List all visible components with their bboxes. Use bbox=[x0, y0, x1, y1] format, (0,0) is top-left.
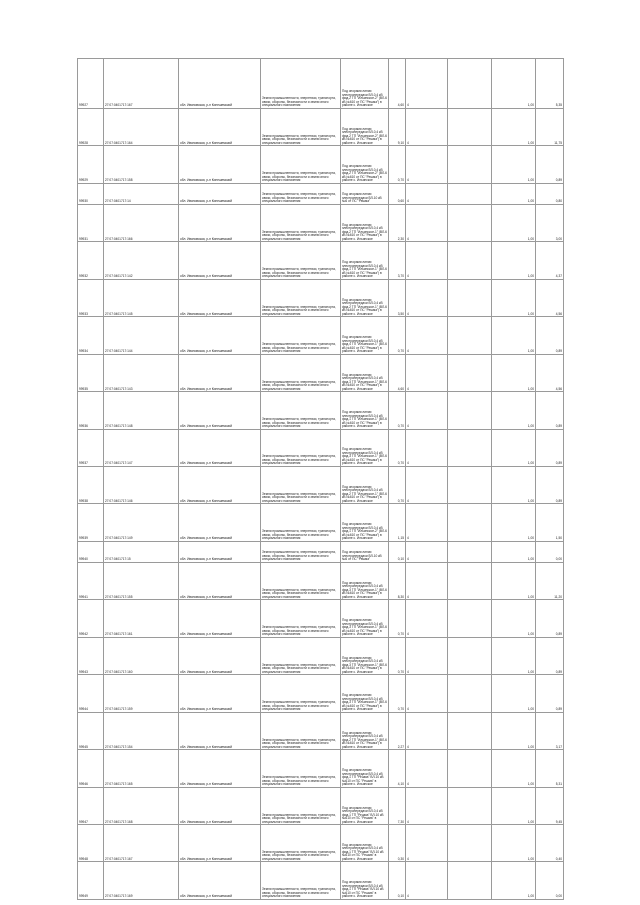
land-category-cell: Земли промышленности, энергетики, транспорта, связи, обороны, безопасности и земли иного специального назначения bbox=[261, 59, 341, 109]
row-id-cell: 99932 bbox=[78, 242, 104, 279]
sum-cell: 0,00 bbox=[536, 862, 564, 899]
rate-cell: 1,00 bbox=[492, 354, 536, 391]
coefficient-cell: 4 bbox=[406, 600, 448, 637]
land-category-cell: Земли промышленности, энергетики, транспорта, связи, обороны, безопасности и земли иного специального назначения bbox=[261, 183, 341, 204]
row-id-cell: 99943 bbox=[78, 637, 104, 674]
row-id-cell: 99936 bbox=[78, 392, 104, 429]
coefficient-cell: 4 bbox=[406, 675, 448, 712]
permitted-use-cell: Под опорами линии электропередачи ВЛ-0,4 кВ фид.1 ТП "Решма" ВЛ-10 кВ №610 от ПС "Решма" в районе с. Ильинское bbox=[341, 750, 389, 787]
row-id-cell: 99938 bbox=[78, 466, 104, 503]
rate-cell: 1,00 bbox=[492, 637, 536, 674]
sum-cell: 0,00 bbox=[536, 541, 564, 562]
permitted-use-cell: Под опорами линии электропередачи ВЛ-0,4 кВ фид.3 ТП "Ильинское-1" (ВЛ-6 кВ №610 от ПС "Решма") в районе с. Ильинское bbox=[341, 600, 389, 637]
address-cell: обл. Ивановская, р-н Кинешемский bbox=[179, 146, 261, 183]
empty-cell bbox=[448, 59, 492, 109]
rate-cell: 1,00 bbox=[492, 862, 536, 899]
land-category-cell: Земли промышленности, энергетики, транспорта, связи, обороны, безопасности и земли иного специального назначения bbox=[261, 541, 341, 562]
permitted-use-cell: Под опорами линии электропередачи ВЛ-0,4 кВ фид.2 ТП "Ильинское-1" (ВЛ-6 кВ №610 от ПС "Решма") в районе с. Ильинское bbox=[341, 712, 389, 749]
permitted-use-cell: Под опорами линии электропередачи ВЛ-0,4 кВ фид.2 ТП "Ильинское-1" (ВЛ-6 кВ №610 от ПС "Решма") в районе с. Ильинское bbox=[341, 466, 389, 503]
table-row bbox=[78, 712, 564, 749]
cadastral-number-cell: 27:07:0401717:143 bbox=[104, 354, 179, 391]
cadastral-number-cell: 27:07:0401717:165 bbox=[104, 750, 179, 787]
table-row bbox=[78, 279, 564, 316]
permitted-use-cell: Под опорами линии электропередачи ВЛ-0,4 кВ фид.1 ТП "Решма" ВЛ-10 кВ №610 от ПС "Решма" в районе с. Ильинское bbox=[341, 862, 389, 899]
table-row bbox=[78, 862, 564, 899]
sum-cell: 0,89 bbox=[536, 675, 564, 712]
address-cell: обл. Ивановская, р-н Кинешемский bbox=[179, 600, 261, 637]
permitted-use-cell: Под опорами линии электропередачи ВЛ-0,4 кВ фид.3 ТП "Ильинское-1" (ВЛ-6 кВ №610 от ПС "Решма") в районе с. Ильинское bbox=[341, 429, 389, 466]
row-id-cell: 99928 bbox=[78, 108, 104, 145]
area-cell: 8,30 bbox=[389, 562, 406, 599]
row-id-cell: 99929 bbox=[78, 146, 104, 183]
empty-cell bbox=[448, 637, 492, 674]
cadastral-number-cell: 27:07:0401717:148 bbox=[104, 392, 179, 429]
cadastral-number-cell: 27:07:0401717:164 bbox=[104, 108, 179, 145]
sum-cell: 0,40 bbox=[536, 825, 564, 862]
coefficient-cell: 4 bbox=[406, 317, 448, 354]
rate-cell: 1,00 bbox=[492, 183, 536, 204]
address-cell: обл. Ивановская, р-н Кинешемский bbox=[179, 392, 261, 429]
sum-cell: 0,89 bbox=[536, 392, 564, 429]
sum-cell: 0,89 bbox=[536, 466, 564, 503]
cadastral-number-cell: 27:07:0401717:15 bbox=[104, 541, 179, 562]
table-row bbox=[78, 562, 564, 599]
row-id-cell: 99931 bbox=[78, 204, 104, 241]
cadastral-number-cell: 27:07:0401717:14 bbox=[104, 183, 179, 204]
empty-cell bbox=[448, 183, 492, 204]
land-category-cell: Земли промышленности, энергетики, транспорта, связи, обороны, безопасности и земли иного специального назначения bbox=[261, 562, 341, 599]
area-cell: 4,60 bbox=[389, 59, 406, 109]
cadastral-number-cell: 27:07:0401717:160 bbox=[104, 637, 179, 674]
cadastral-number-cell: 27:07:0401717:167 bbox=[104, 59, 179, 109]
area-cell: 3,50 bbox=[389, 279, 406, 316]
table-body bbox=[78, 59, 564, 900]
area-cell: 0,70 bbox=[389, 392, 406, 429]
sum-cell: 3,17 bbox=[536, 712, 564, 749]
rate-cell: 1,00 bbox=[492, 504, 536, 541]
area-cell: 3,70 bbox=[389, 242, 406, 279]
rate-cell: 1,00 bbox=[492, 562, 536, 599]
row-id-cell: 99934 bbox=[78, 317, 104, 354]
table-row bbox=[78, 317, 564, 354]
cadastral-number-cell: 27:07:0401717:158 bbox=[104, 146, 179, 183]
land-category-cell: Земли промышленности, энергетики, транспорта, связи, обороны, безопасности и земли иного специального назначения bbox=[261, 392, 341, 429]
rate-cell: 1,00 bbox=[492, 600, 536, 637]
cadastral-number-cell: 27:07:0401717:155 bbox=[104, 562, 179, 599]
table-row bbox=[78, 787, 564, 824]
empty-cell bbox=[448, 108, 492, 145]
permitted-use-cell: Под опорами линии электропередачи ВЛ-0,4 кВ фид.2 ТП "Ильинское-2" (ВЛ-6 кВ №610 от ПС "Решма") в районе с. Ильинское bbox=[341, 108, 389, 145]
sum-cell: 9,45 bbox=[536, 787, 564, 824]
address-cell: обл. Ивановская, р-н Кинешемский bbox=[179, 429, 261, 466]
address-cell: обл. Ивановская, р-н Кинешемский bbox=[179, 204, 261, 241]
coefficient-cell: 4 bbox=[406, 541, 448, 562]
empty-cell bbox=[448, 675, 492, 712]
row-id-cell: 99939 bbox=[78, 504, 104, 541]
address-cell: обл. Ивановская, р-н Кинешемский bbox=[179, 466, 261, 503]
rate-cell: 1,00 bbox=[492, 541, 536, 562]
address-cell: обл. Ивановская, р-н Кинешемский bbox=[179, 787, 261, 824]
table-row bbox=[78, 466, 564, 503]
sum-cell: 0,80 bbox=[536, 183, 564, 204]
land-category-cell: Земли промышленности, энергетики, транспорта, связи, обороны, безопасности и земли иного специального назначения bbox=[261, 504, 341, 541]
sum-cell: 0,89 bbox=[536, 637, 564, 674]
empty-cell bbox=[448, 242, 492, 279]
empty-cell bbox=[448, 146, 492, 183]
empty-cell bbox=[448, 562, 492, 599]
rate-cell: 1,00 bbox=[492, 675, 536, 712]
cadastral-number-cell: 27:07:0401717:142 bbox=[104, 242, 179, 279]
cadastral-number-cell: 27:07:0401717:146 bbox=[104, 466, 179, 503]
permitted-use-cell: Под опорами линии электропередачи ВЛ-0,4 кВ фид.3 ТП "Ильинское-1" (ВЛ-6 кВ №610 от ПС "Решма") в районе с. Ильинское bbox=[341, 562, 389, 599]
sum-cell: 0,89 bbox=[536, 429, 564, 466]
address-cell: обл. Ивановская, р-н Кинешемский bbox=[179, 279, 261, 316]
permitted-use-cell: Под опорами линии электропередачи ВЛ-0,4 кВ фид.1 ТП "Решма" ВЛ-10 кВ №610 от ПС "Решма" в районе с. Ильинское bbox=[341, 825, 389, 862]
area-cell: 0,70 bbox=[389, 317, 406, 354]
coefficient-cell: 4 bbox=[406, 183, 448, 204]
coefficient-cell: 4 bbox=[406, 392, 448, 429]
permitted-use-cell: Под опорами линии электропередачи ВЛ-0,4 кВ фид.2 ТП "Ильинское-2" (ВЛ-6 кВ №610 от ПС "Решма") в районе с. Ильинское bbox=[341, 146, 389, 183]
area-cell: 0,70 bbox=[389, 466, 406, 503]
permitted-use-cell: Под опорами линии электропередачи ВЛ-0,4 кВ фид.2 ТП "Ильинское-1" (ВЛ-6 кВ №610 от ПС "Решма") в районе с. Ильинское bbox=[341, 279, 389, 316]
coefficient-cell: 4 bbox=[406, 146, 448, 183]
empty-cell bbox=[448, 862, 492, 899]
cadastral-number-cell: 27:07:0401717:166 bbox=[104, 204, 179, 241]
rate-cell: 1,00 bbox=[492, 108, 536, 145]
sum-cell: 5,35 bbox=[536, 59, 564, 109]
row-id-cell: 99927 bbox=[78, 59, 104, 109]
permitted-use-cell: Под опорами линии электропередачи ВЛ-10 кВ №6 от ПС "Решма" bbox=[341, 541, 389, 562]
table-row bbox=[78, 504, 564, 541]
row-id-cell: 99933 bbox=[78, 279, 104, 316]
coefficient-cell: 4 bbox=[406, 466, 448, 503]
coefficient-cell: 4 bbox=[406, 787, 448, 824]
rate-cell: 1,00 bbox=[492, 429, 536, 466]
permitted-use-cell: Под опорами линии электропередачи ВЛ-0,4 кВ фид.1 ТП "Ильинское-1" (ВЛ-6 кВ №610 от ПС "Решма") в районе с. Ильинское bbox=[341, 392, 389, 429]
coefficient-cell: 4 bbox=[406, 204, 448, 241]
cadastral-number-cell: 27:07:0401717:159 bbox=[104, 675, 179, 712]
table-row bbox=[78, 242, 564, 279]
address-cell: обл. Ивановская, р-н Кинешемский bbox=[179, 675, 261, 712]
address-cell: обл. Ивановская, р-н Кинешемский bbox=[179, 825, 261, 862]
land-category-cell: Земли промышленности, энергетики, транспорта, связи, обороны, безопасности и земли иного специального назначения bbox=[261, 787, 341, 824]
address-cell: обл. Ивановская, р-н Кинешемский bbox=[179, 862, 261, 899]
table-row bbox=[78, 392, 564, 429]
sum-cell: 1,50 bbox=[536, 504, 564, 541]
sum-cell: 0,89 bbox=[536, 317, 564, 354]
address-cell: обл. Ивановская, р-н Кинешемский bbox=[179, 712, 261, 749]
address-cell: обл. Ивановская, р-н Кинешемский bbox=[179, 541, 261, 562]
coefficient-cell: 4 bbox=[406, 504, 448, 541]
permitted-use-cell: Под опорами линии электропередачи ВЛ-0,4 кВ фид.3 ТП "Ильинское-1" (ВЛ-6 кВ №610 от ПС "Решма") в районе с. Ильинское bbox=[341, 354, 389, 391]
rate-cell: 1,00 bbox=[492, 712, 536, 749]
area-cell: 0,10 bbox=[389, 541, 406, 562]
land-category-cell: Земли промышленности, энергетики, транспорта, связи, обороны, безопасности и земли иного специального назначения bbox=[261, 637, 341, 674]
address-cell: обл. Ивановская, р-н Кинешемский bbox=[179, 750, 261, 787]
land-category-cell: Земли промышленности, энергетики, транспорта, связи, обороны, безопасности и земли иного специального назначения bbox=[261, 354, 341, 391]
area-cell: 0,30 bbox=[389, 825, 406, 862]
coefficient-cell: 4 bbox=[406, 637, 448, 674]
land-plots-table bbox=[77, 58, 564, 900]
cadastral-number-cell: 27:07:0401717:144 bbox=[104, 317, 179, 354]
land-category-cell: Земли промышленности, энергетики, транспорта, связи, обороны, безопасности и земли иного специального назначения bbox=[261, 862, 341, 899]
row-id-cell: 99948 bbox=[78, 825, 104, 862]
sum-cell: 0,89 bbox=[536, 146, 564, 183]
land-category-cell: Земли промышленности, энергетики, транспорта, связи, обороны, безопасности и земли иного специального назначения bbox=[261, 429, 341, 466]
permitted-use-cell: Под опорами линии электропередачи ВЛ-0,4 кВ фид.1 ТП "Ильинское-2" (ВЛ-6 кВ №610 от ПС "Решма") в районе с. Ильинское bbox=[341, 504, 389, 541]
table-row bbox=[78, 204, 564, 241]
row-id-cell: 99947 bbox=[78, 787, 104, 824]
area-cell: 2,27 bbox=[389, 712, 406, 749]
area-cell: 2,30 bbox=[389, 204, 406, 241]
permitted-use-cell: Под опорами линии электропередачи ВЛ-0,4 кВ фид.2 ТП "Ильинское-1" (ВЛ-6 кВ №610 от ПС "Решма") в районе с. Ильинское bbox=[341, 204, 389, 241]
coefficient-cell: 4 bbox=[406, 108, 448, 145]
area-cell: 1,15 bbox=[389, 504, 406, 541]
sum-cell: 5,31 bbox=[536, 750, 564, 787]
row-id-cell: 99930 bbox=[78, 183, 104, 204]
coefficient-cell: 4 bbox=[406, 712, 448, 749]
table-row bbox=[78, 675, 564, 712]
row-id-cell: 99942 bbox=[78, 600, 104, 637]
table-row bbox=[78, 183, 564, 204]
sum-cell: 3,00 bbox=[536, 204, 564, 241]
row-id-cell: 99946 bbox=[78, 750, 104, 787]
rate-cell: 1,00 bbox=[492, 279, 536, 316]
empty-cell bbox=[448, 392, 492, 429]
table-row bbox=[78, 541, 564, 562]
land-category-cell: Земли промышленности, энергетики, транспорта, связи, обороны, безопасности и земли иного специального назначения bbox=[261, 146, 341, 183]
area-cell: 7,30 bbox=[389, 787, 406, 824]
rate-cell: 1,00 bbox=[492, 825, 536, 862]
coefficient-cell: 4 bbox=[406, 750, 448, 787]
row-id-cell: 99945 bbox=[78, 712, 104, 749]
area-cell: 0,10 bbox=[389, 862, 406, 899]
area-cell: 0,70 bbox=[389, 675, 406, 712]
empty-cell bbox=[448, 750, 492, 787]
land-category-cell: Земли промышленности, энергетики, транспорта, связи, обороны, безопасности и земли иного специального назначения bbox=[261, 712, 341, 749]
empty-cell bbox=[448, 541, 492, 562]
table-row bbox=[78, 108, 564, 145]
permitted-use-cell: Под опорами линии электропередачи ВЛ-0,4 кВ фид.1 ТП "Решма" ВЛ-10 кВ №610 от ПС "Решма" в районе с. Ильинское bbox=[341, 787, 389, 824]
coefficient-cell: 4 bbox=[406, 59, 448, 109]
area-cell: 0,70 bbox=[389, 146, 406, 183]
area-cell: 0,70 bbox=[389, 429, 406, 466]
row-id-cell: 99937 bbox=[78, 429, 104, 466]
rate-cell: 1,00 bbox=[492, 466, 536, 503]
sum-cell: 4,56 bbox=[536, 279, 564, 316]
empty-cell bbox=[448, 600, 492, 637]
empty-cell bbox=[448, 712, 492, 749]
coefficient-cell: 4 bbox=[406, 429, 448, 466]
area-cell: 9,10 bbox=[389, 108, 406, 145]
row-id-cell: 99944 bbox=[78, 675, 104, 712]
coefficient-cell: 4 bbox=[406, 862, 448, 899]
spreadsheet-page bbox=[77, 58, 563, 900]
land-category-cell: Земли промышленности, энергетики, транспорта, связи, обороны, безопасности и земли иного специального назначения bbox=[261, 466, 341, 503]
empty-cell bbox=[448, 279, 492, 316]
permitted-use-cell: Под опорами линии электропередачи ВЛ-0,4 кВ фид.2 ТП "Ильинское-2" (ВЛ-6 кВ №610 от ПС "Решма") в районе с. Ильинское bbox=[341, 59, 389, 109]
coefficient-cell: 4 bbox=[406, 562, 448, 599]
address-cell: обл. Ивановская, р-н Кинешемский bbox=[179, 354, 261, 391]
rate-cell: 1,00 bbox=[492, 392, 536, 429]
permitted-use-cell: Под опорами линии электропередачи ВЛ-0,4 кВ фид.1 ТП "Ильинское-1" (ВЛ-6 кВ №610 от ПС "Решма") в районе с. Ильинское bbox=[341, 242, 389, 279]
row-id-cell: 99949 bbox=[78, 862, 104, 899]
coefficient-cell: 4 bbox=[406, 279, 448, 316]
land-category-cell: Земли промышленности, энергетики, транспорта, связи, обороны, безопасности и земли иного специального назначения bbox=[261, 204, 341, 241]
area-cell: 4,10 bbox=[389, 750, 406, 787]
cadastral-number-cell: 27:07:0401717:169 bbox=[104, 862, 179, 899]
address-cell: обл. Ивановская, р-н Кинешемский bbox=[179, 183, 261, 204]
land-category-cell: Земли промышленности, энергетики, транспорта, связи, обороны, безопасности и земли иного специального назначения bbox=[261, 600, 341, 637]
table-row bbox=[78, 146, 564, 183]
address-cell: обл. Ивановская, р-н Кинешемский bbox=[179, 317, 261, 354]
land-category-cell: Земли промышленности, энергетики, транспорта, связи, обороны, безопасности и земли иного специального назначения bbox=[261, 242, 341, 279]
table-row bbox=[78, 825, 564, 862]
rate-cell: 1,00 bbox=[492, 787, 536, 824]
cadastral-number-cell: 27:07:0401717:154 bbox=[104, 712, 179, 749]
area-cell: 4,60 bbox=[389, 354, 406, 391]
table-row bbox=[78, 637, 564, 674]
table-row bbox=[78, 59, 564, 109]
empty-cell bbox=[448, 317, 492, 354]
permitted-use-cell: Под опорами линии электропередачи ВЛ-0,4 кВ фид.4 ТП "Ильинское-1" (ВЛ-6 кВ №610 от ПС "Решма") в районе с. Ильинское bbox=[341, 317, 389, 354]
row-id-cell: 99940 bbox=[78, 541, 104, 562]
land-category-cell: Земли промышленности, энергетики, транспорта, связи, обороны, безопасности и земли иного специального назначения bbox=[261, 675, 341, 712]
coefficient-cell: 4 bbox=[406, 825, 448, 862]
address-cell: обл. Ивановская, р-н Кинешемский bbox=[179, 637, 261, 674]
empty-cell bbox=[448, 504, 492, 541]
sum-cell: 11,75 bbox=[536, 108, 564, 145]
coefficient-cell: 4 bbox=[406, 242, 448, 279]
rate-cell: 1,00 bbox=[492, 750, 536, 787]
table-row bbox=[78, 600, 564, 637]
area-cell: 0,70 bbox=[389, 600, 406, 637]
cadastral-number-cell: 27:07:0401717:168 bbox=[104, 787, 179, 824]
table-row bbox=[78, 750, 564, 787]
permitted-use-cell: Под опорами линии электропередачи ВЛ-0,4 кВ фид.3 ТП "Ильинское-1" (ВЛ-6 кВ №610 от ПС "Решма") в районе с. Ильинское bbox=[341, 675, 389, 712]
address-cell: обл. Ивановская, р-н Кинешемский bbox=[179, 108, 261, 145]
empty-cell bbox=[448, 429, 492, 466]
empty-cell bbox=[448, 787, 492, 824]
permitted-use-cell: Под опорами линии электропередачи ВЛ-0,4 кВ фид.3 ТП "Ильинское-1" (ВЛ-6 кВ №610 от ПС "Решма") в районе с. Ильинское bbox=[341, 637, 389, 674]
cadastral-number-cell: 27:07:0401717:149 bbox=[104, 504, 179, 541]
empty-cell bbox=[448, 204, 492, 241]
table-row bbox=[78, 429, 564, 466]
address-cell: обл. Ивановская, р-н Кинешемский bbox=[179, 562, 261, 599]
rate-cell: 1,00 bbox=[492, 146, 536, 183]
rate-cell: 1,00 bbox=[492, 204, 536, 241]
empty-cell bbox=[448, 466, 492, 503]
row-id-cell: 99941 bbox=[78, 562, 104, 599]
sum-cell: 0,89 bbox=[536, 600, 564, 637]
rate-cell: 1,00 bbox=[492, 317, 536, 354]
address-cell: обл. Ивановская, р-н Кинешемский bbox=[179, 59, 261, 109]
coefficient-cell: 4 bbox=[406, 354, 448, 391]
land-category-cell: Земли промышленности, энергетики, транспорта, связи, обороны, безопасности и земли иного специального назначения bbox=[261, 825, 341, 862]
rate-cell: 1,00 bbox=[492, 242, 536, 279]
address-cell: обл. Ивановская, р-н Кинешемский bbox=[179, 242, 261, 279]
cadastral-number-cell: 27:07:0401717:145 bbox=[104, 279, 179, 316]
table-row bbox=[78, 354, 564, 391]
land-category-cell: Земли промышленности, энергетики, транспорта, связи, обороны, безопасности и земли иного специального назначения bbox=[261, 279, 341, 316]
sum-cell: 4,56 bbox=[536, 354, 564, 391]
empty-cell bbox=[448, 825, 492, 862]
area-cell: 0,70 bbox=[389, 637, 406, 674]
sum-cell: 4,37 bbox=[536, 242, 564, 279]
cadastral-number-cell: 27:07:0401717:147 bbox=[104, 429, 179, 466]
sum-cell: 11,20 bbox=[536, 562, 564, 599]
cadastral-number-cell: 27:07:0401717:167 bbox=[104, 825, 179, 862]
rate-cell: 1,00 bbox=[492, 59, 536, 109]
cadastral-number-cell: 27:07:0401717:161 bbox=[104, 600, 179, 637]
address-cell: обл. Ивановская, р-н Кинешемский bbox=[179, 504, 261, 541]
empty-cell bbox=[448, 354, 492, 391]
land-category-cell: Земли промышленности, энергетики, транспорта, связи, обороны, безопасности и земли иного специального назначения bbox=[261, 108, 341, 145]
land-category-cell: Земли промышленности, энергетики, транспорта, связи, обороны, безопасности и земли иного специального назначения bbox=[261, 750, 341, 787]
area-cell: 0,60 bbox=[389, 183, 406, 204]
land-category-cell: Земли промышленности, энергетики, транспорта, связи, обороны, безопасности и земли иного специального назначения bbox=[261, 317, 341, 354]
permitted-use-cell: Под опорами линии электропередачи ВЛ-10 кВ №6 от ПС "Решма" bbox=[341, 183, 389, 204]
row-id-cell: 99935 bbox=[78, 354, 104, 391]
